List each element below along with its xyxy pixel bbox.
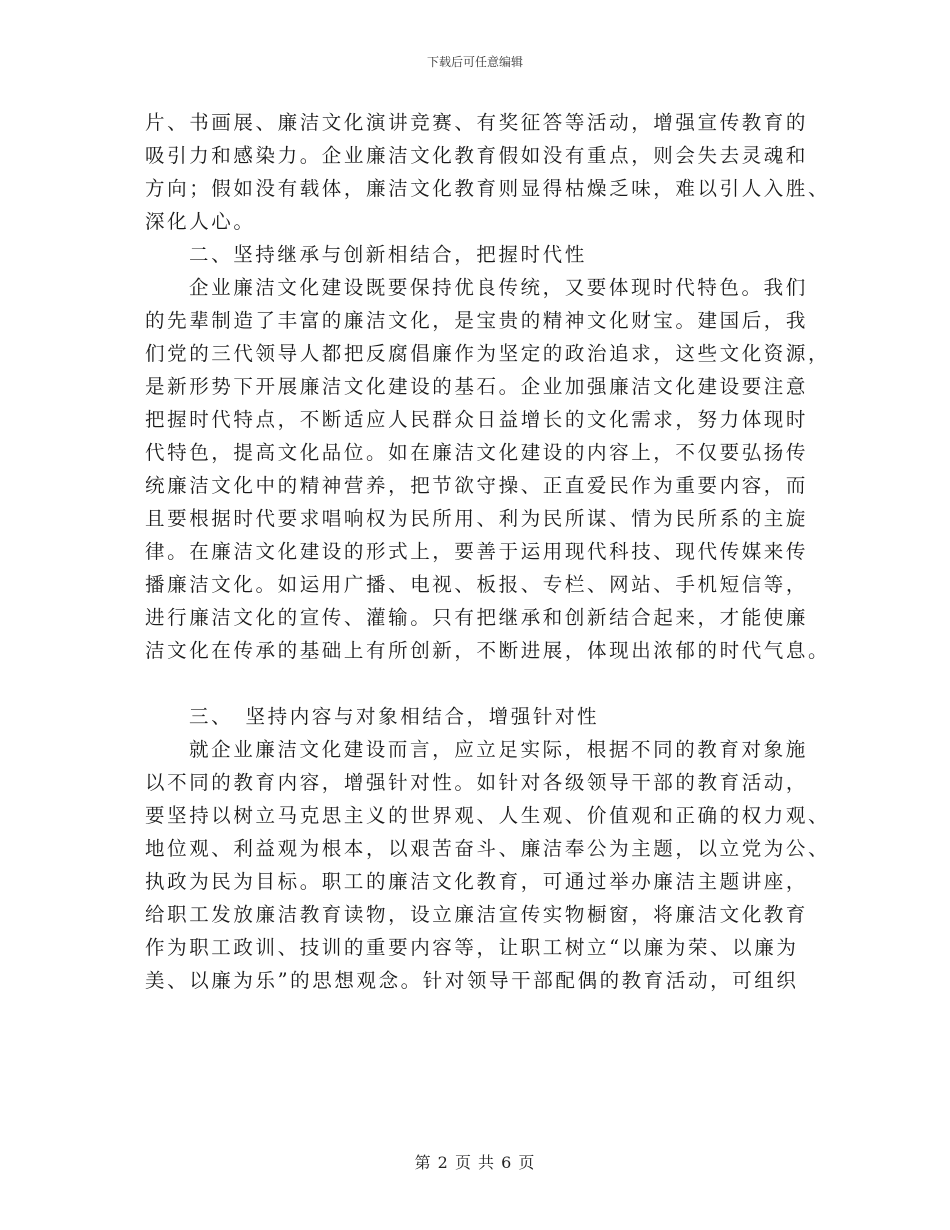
section-heading: 二、坚持继承与创新相结合，把握时代性 bbox=[189, 243, 587, 266]
text-line: 给职工发放廉洁教育读物，设立廉洁宣传实物橱窗，将廉洁文化教育 bbox=[145, 903, 809, 926]
text-line: 以不同的教育内容，增强针对性。如针对各级领导干部的教育活动， bbox=[145, 771, 809, 794]
text-line: 企业廉洁文化建设既要保持优良传统，又要体现时代特色。我们 bbox=[189, 276, 808, 299]
text-line: 们党的三代领导人都把反腐倡廉作为坚定的政治追求，这些文化资源， bbox=[145, 342, 831, 365]
text-line: 作为职工政训、技训的重要内容等，让职工树立“以廉为荣、以廉为 bbox=[145, 936, 799, 959]
page-header: 下载后可任意编辑 bbox=[426, 55, 523, 69]
text-line: 进行廉洁文化的宣传、灌输。只有把继承和创新结合起来，才能使廉 bbox=[145, 606, 809, 629]
text-line: 就企业廉洁文化建设而言，应立足实际，根据不同的教育对象施 bbox=[189, 738, 808, 761]
section-heading: 三、 坚持内容与对象相结合，增强针对性 bbox=[189, 705, 600, 728]
blank-line bbox=[145, 667, 810, 700]
document-body bbox=[145, 106, 831, 997]
text-line: 播廉洁文化。如运用广播、电视、板报、专栏、网站、手机短信等， bbox=[145, 573, 809, 596]
page-number: 第 2 页 共 6 页 bbox=[414, 1153, 536, 1172]
text-line: 把握时代特点，不断适应人民群众日益增长的文化需求，努力体现时 bbox=[145, 408, 809, 431]
text-line: 美、以廉为乐”的思想观念。针对领导干部配偶的教育活动，可组织 bbox=[145, 969, 799, 992]
text-line: 地位观、利益观为根本，以艰苦奋斗、廉洁奉公为主题，以立党为公、 bbox=[145, 837, 831, 860]
text-line: 吸引力和感染力。企业廉洁文化教育假如没有重点，则会失去灵魂和 bbox=[145, 144, 809, 167]
text-line: 洁文化在传承的基础上有所创新，不断进展，体现出浓郁的时代气息。 bbox=[145, 639, 831, 662]
text-line: 是新形势下开展廉洁文化建设的基石。企业加强廉洁文化建设要注意 bbox=[145, 375, 809, 398]
text-line: 且要根据时代要求唱响权为民所用、利为民所谋、情为民所系的主旋 bbox=[145, 507, 809, 530]
text-line: 执政为民为目标。职工的廉洁文化教育，可通过举办廉洁主题讲座， bbox=[145, 870, 809, 893]
text-line: 片、书画展、廉洁文化演讲竞赛、有奖征答等活动，增强宣传教育的 bbox=[145, 111, 809, 134]
text-line: 代特色，提高文化品位。如在廉洁文化建设的内容上，不仅要弘扬传 bbox=[145, 441, 809, 464]
text-line: 的先辈制造了丰富的廉洁文化，是宝贵的精神文化财宝。建国后，我 bbox=[145, 309, 809, 332]
text-line: 律。在廉洁文化建设的形式上，要善于运用现代科技、现代传媒来传 bbox=[145, 540, 809, 563]
text-line: 方向；假如没有载体，廉洁文化教育则显得枯燥乏味，难以引人入胜、 bbox=[145, 177, 831, 200]
text-line: 统廉洁文化中的精神营养，把节欲守操、正直爱民作为重要内容，而 bbox=[145, 474, 809, 497]
text-line: 深化人心。 bbox=[145, 210, 256, 233]
text-line: 要坚持以树立马克思主义的世界观、人生观、价值观和正确的权力观、 bbox=[145, 804, 831, 827]
